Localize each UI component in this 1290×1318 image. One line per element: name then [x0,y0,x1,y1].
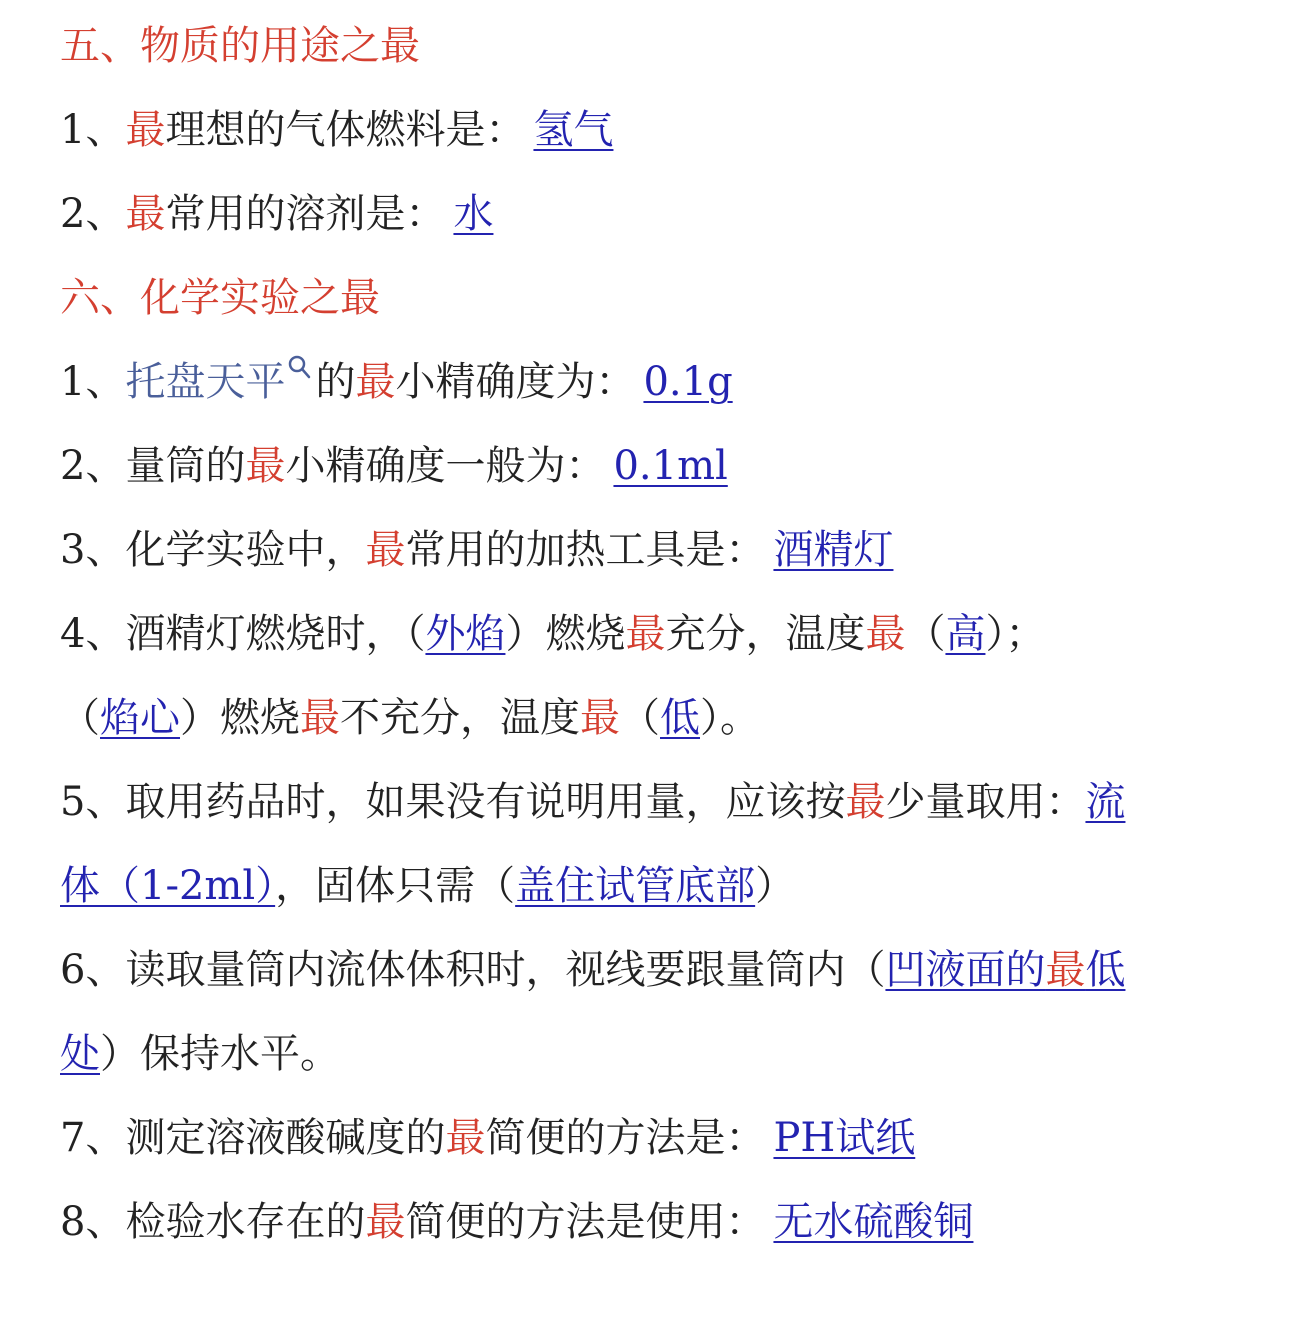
item-number: 3、 [60,527,126,573]
emphasis-zui: 最 [865,611,906,657]
emphasis-zui: 最 [845,779,886,825]
item-text: （ [620,695,660,741]
answer-anhydrous-copper-sulfate: 无水硫酸铜 [773,1199,974,1245]
item-text: 常用的加热工具是： [405,527,766,573]
item-text: 少量取用： [885,779,1086,825]
item-text: ，固体只需（ [275,863,516,909]
item-text: 不充分，温度 [340,695,580,741]
item-number: 6、 [60,947,126,993]
answer-high: 高 [945,611,986,657]
section-6-item-3 [60,526,893,574]
emphasis-zui: 最 [580,695,620,741]
section-6-item-8 [60,1198,973,1246]
emphasis-zui: 最 [355,359,396,405]
answer-cylinder-precision: 0.1ml [613,443,728,489]
search-icon[interactable] [285,358,315,398]
item-text: 充分，温度 [665,611,866,657]
item-text: ）燃烧 [180,695,300,741]
answer-meniscus-c: 处 [60,1031,100,1077]
answer-alcohol-lamp: 酒精灯 [773,527,894,573]
item-text: ）； [985,611,1046,657]
emphasis-zui: 最 [300,695,340,741]
item-text: 检验水存在的 [125,1199,366,1245]
answer-low: 低 [660,695,700,741]
item-text: 酒精灯燃烧时，（ [125,611,426,657]
item-text: ）。 [700,695,760,741]
item-text: 小精确度一般为： [285,443,606,489]
answer-meniscus-a: 凹液面的 [885,947,1046,993]
item-number: 8、 [60,1199,126,1245]
answer-meniscus-b: 低 [1085,947,1126,993]
section-6-title: 六、化学实验之最 [60,275,380,321]
section-6-item-1 [60,358,733,406]
emphasis-zui: 最 [125,107,166,153]
emphasis-zui: 最 [445,1115,486,1161]
answer-cover-tube-bottom: 盖住试管底部 [515,863,756,909]
section-5-item-1 [60,106,613,154]
item-text: 理想的气体燃料是： [165,107,526,153]
section-6-item-5-continued [60,862,795,910]
answer-meniscus [885,947,1125,993]
item-number: 1、 [60,359,126,405]
item-text: 读取量筒内流体体积时，视线要跟量筒内（ [125,947,886,993]
item-text: 简便的方法是使用： [405,1199,766,1245]
item-text: 测定溶液酸碱度的 [125,1115,446,1161]
emphasis-zui: 最 [625,611,666,657]
item-text: 小精确度为： [395,359,636,405]
emphasis-zui: 最 [365,1199,406,1245]
section-6-item-2 [60,442,728,490]
item-text: 的 [315,359,356,405]
answer-ph-paper: PH试纸 [773,1115,916,1161]
emphasis-zui: 最 [125,191,166,237]
term-balance-link[interactable]: 托盘天平 [125,359,286,405]
item-number: 7、 [60,1115,126,1161]
item-text: （ [60,695,100,741]
answer-liquid-amount-part1: 流 [1085,779,1126,825]
item-number: 1、 [60,107,126,153]
item-number: 5、 [60,779,126,825]
item-text: 取用药品时，如果没有说明用量，应该按 [125,779,846,825]
emphasis-zui: 最 [245,443,286,489]
item-text: 简便的方法是： [485,1115,766,1161]
answer-balance-precision: 0.1g [643,359,733,405]
item-number: 2、 [60,191,126,237]
section-6-item-6 [60,946,1125,994]
section-6-item-5 [60,778,1125,826]
item-text: ） [755,863,796,909]
answer-water: 水 [453,191,494,237]
section-6-item-6-continued [60,1030,340,1078]
answer-hydrogen: 氢气 [533,107,614,153]
item-text: 化学实验中， [125,527,366,573]
item-text: 常用的溶剂是： [165,191,446,237]
answer-liquid-amount-part2: 体（1-2ml） [60,863,276,909]
item-text: ）保持水平。 [100,1031,340,1077]
section-5-title: 五、物质的用途之最 [60,23,420,69]
answer-outer-flame: 外焰 [425,611,506,657]
item-text: （ [905,611,946,657]
item-number: 4、 [60,611,126,657]
section-6-item-4 [60,610,1045,658]
section-5-item-2 [60,190,493,238]
answer-flame-core: 焰心 [100,695,180,741]
emphasis-zui: 最 [365,527,406,573]
item-number: 2、 [60,443,126,489]
section-6-item-7 [60,1114,915,1162]
section-6-item-4-continued [60,694,760,742]
item-text: 量筒的 [125,443,246,489]
emphasis-zui: 最 [1045,947,1086,993]
item-text: ）燃烧 [505,611,626,657]
